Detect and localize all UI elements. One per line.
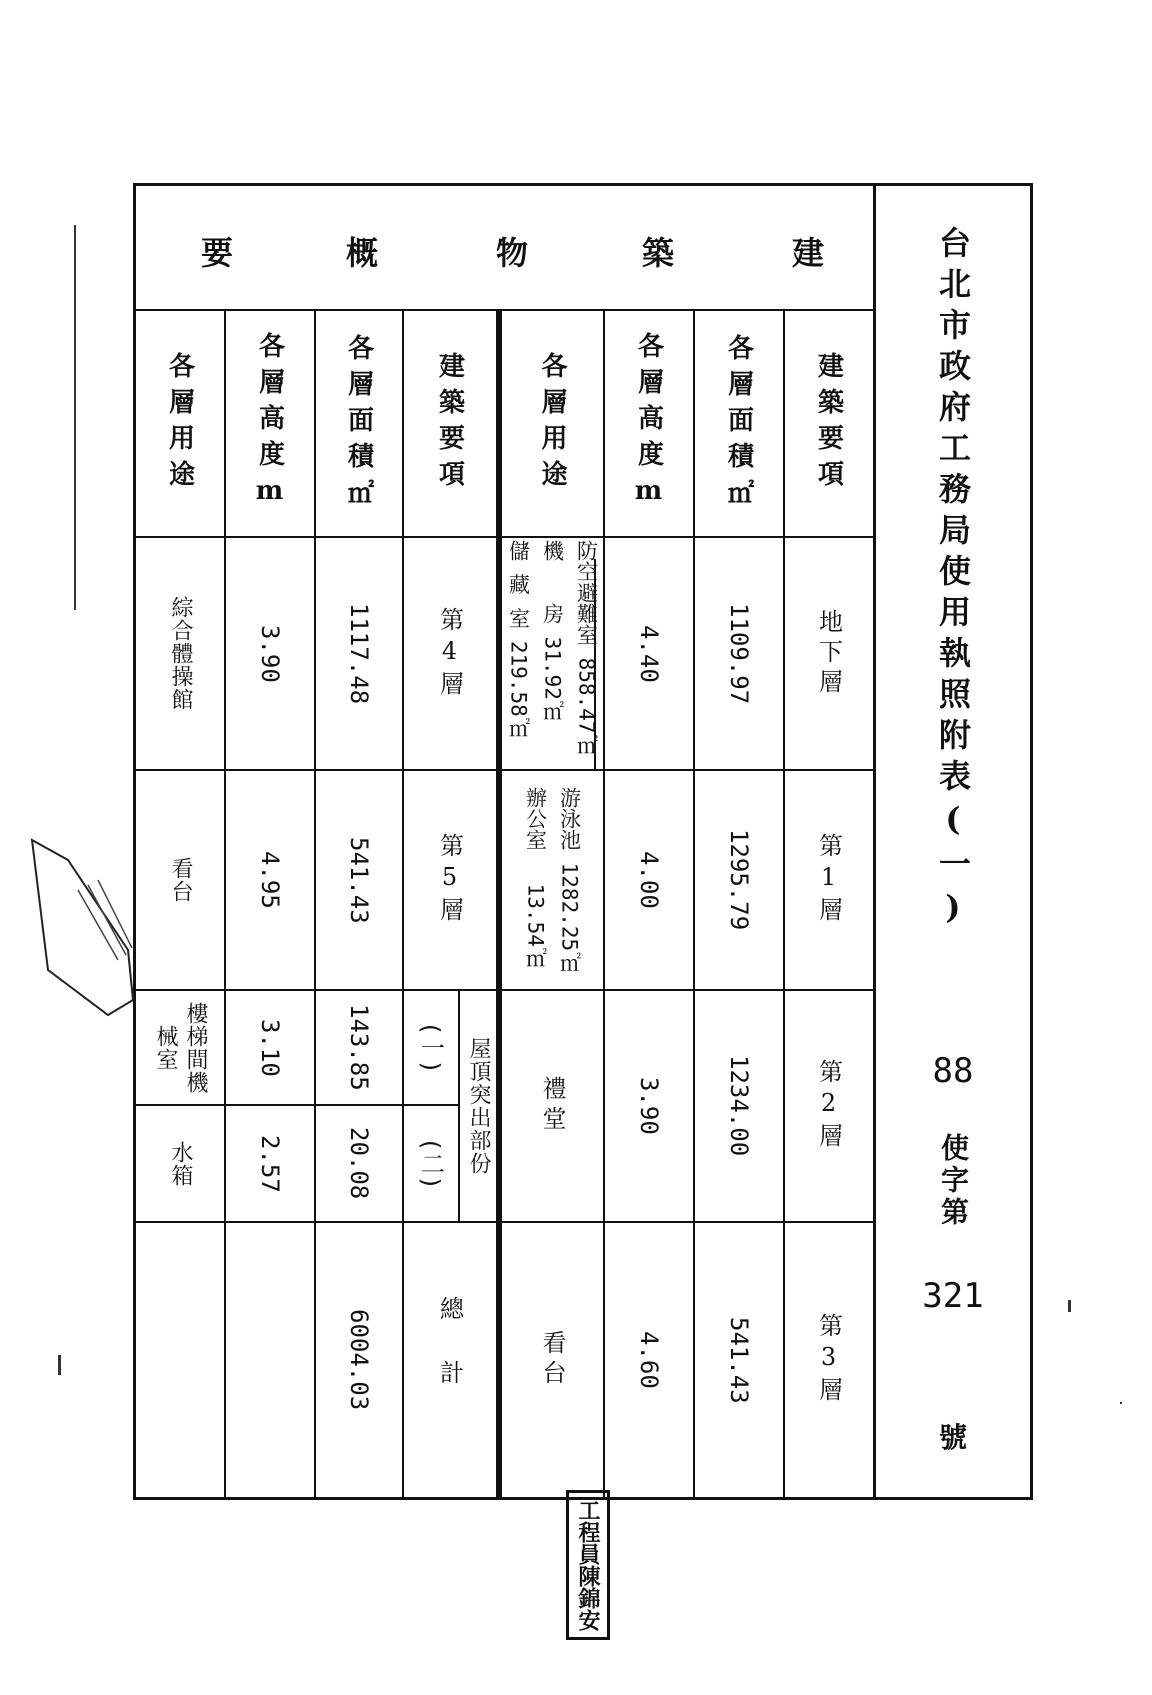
engineer-stamp: 工程員陳錦安 xyxy=(566,1490,610,1640)
t1-label-usage: 各層用途 xyxy=(537,351,567,496)
scan-speck xyxy=(1068,1300,1071,1312)
t1-floor-2f: 第2層 xyxy=(814,1059,843,1153)
t2-roof-header: 屋頂突出部份 xyxy=(466,1037,491,1175)
permit-number: 321 xyxy=(922,1276,984,1316)
scan-margin-line xyxy=(74,225,76,610)
section-char-1 xyxy=(762,206,862,296)
section-char-5 xyxy=(171,206,271,296)
t1-usage-basement xyxy=(502,526,603,769)
t2-label-height: 各層高度m xyxy=(254,331,285,516)
document-title: 台北市政府工務局使用執照附表(一) xyxy=(934,226,972,935)
section-char-2 xyxy=(612,206,712,296)
section-char-3 xyxy=(466,206,566,296)
t2-label-area: 各層面積㎡ xyxy=(343,333,374,514)
t1-label-area: 各層面積㎡ xyxy=(723,333,754,514)
t1-area-basement: 1109.97 xyxy=(725,602,753,705)
t2-roof-sub2-height: 2.57 xyxy=(256,1134,284,1193)
t2-roof-sub1-usage: 樓梯間機械室 xyxy=(153,1001,208,1094)
permit-year: 88 xyxy=(932,1051,974,1091)
scan-speck xyxy=(1120,1402,1122,1404)
section-char: 要 xyxy=(200,234,241,272)
t1-usage-1f xyxy=(502,771,603,989)
t2-total-label: 總計 xyxy=(435,1296,464,1424)
t2-floor-5f: 第5層 xyxy=(435,833,464,927)
usage-lines-basement: 防空避難室 858.47㎡ 機 房 31.92㎡ 儲 藏 室 219.58㎡ xyxy=(506,540,599,755)
t2-roof-sub1-height: 3.10 xyxy=(256,1018,284,1077)
t1-usage-3f: 看台 xyxy=(538,1330,566,1390)
section-char: 概 xyxy=(345,234,386,272)
annex-table-frame xyxy=(133,183,1033,1500)
permit-mid-text: 使字第 xyxy=(937,1133,970,1229)
t2-label-floor: 建築要項 xyxy=(434,351,465,496)
t1-usage-2f: 禮堂 xyxy=(538,1076,566,1136)
t2-floor-4f: 第4層 xyxy=(435,606,464,701)
section-char: 建 xyxy=(791,234,832,272)
t1-floor-basement: 地下層 xyxy=(814,608,843,699)
t1-label-floor: 建築要項 xyxy=(813,351,844,496)
t2-total-usage xyxy=(136,1223,224,1497)
t1-height-2f: 3.90 xyxy=(635,1077,663,1135)
t2-roof-sub2-usage: 水箱 xyxy=(168,1140,193,1187)
t2-usage-5f: 看台 xyxy=(168,857,193,903)
t2-roof-sub1-area: 143.85 xyxy=(345,1004,373,1091)
t1-area-3f: 541.43 xyxy=(725,1316,753,1404)
section-char: 築 xyxy=(641,234,682,272)
t1-height-3f: 4.60 xyxy=(635,1331,663,1389)
scanner-clip-mark xyxy=(28,830,138,1020)
scan-speck xyxy=(58,1355,61,1375)
t1-floor-1f: 第1層 xyxy=(814,833,843,927)
t2-height-4f: 3.90 xyxy=(256,624,284,683)
section-char-4 xyxy=(316,206,416,296)
t2-area-4f: 1117.48 xyxy=(345,602,373,705)
usage-lines-1f: 游泳池 1282.25㎡ 辦公室 13.54㎡ xyxy=(523,787,582,973)
t1-height-basement: 4.40 xyxy=(635,624,663,683)
t1-label-height: 各層高度m xyxy=(633,331,664,516)
t1-floor-3f: 第3層 xyxy=(814,1313,843,1407)
t1-area-2f: 1234.00 xyxy=(725,1055,753,1157)
t2-roof-sub2-area: 20.08 xyxy=(345,1127,373,1200)
t2-roof-sub1-label: (一) xyxy=(416,1021,445,1074)
section-char: 物 xyxy=(495,234,536,272)
t2-total-area: 6004.03 xyxy=(345,1309,373,1411)
t1-area-1f: 1295.79 xyxy=(725,829,753,931)
permit-suffix: 號 xyxy=(938,1421,967,1454)
t1-height-1f: 4.00 xyxy=(635,851,663,909)
t2-label-usage: 各層用途 xyxy=(164,351,195,496)
t2-roof-sub2-label: (二) xyxy=(416,1137,445,1190)
t2-total-height xyxy=(226,1223,314,1497)
t2-height-5f: 4.95 xyxy=(256,851,284,909)
t2-usage-4f: 綜合體操館 xyxy=(168,596,193,711)
t2-area-5f: 541.43 xyxy=(345,836,373,924)
